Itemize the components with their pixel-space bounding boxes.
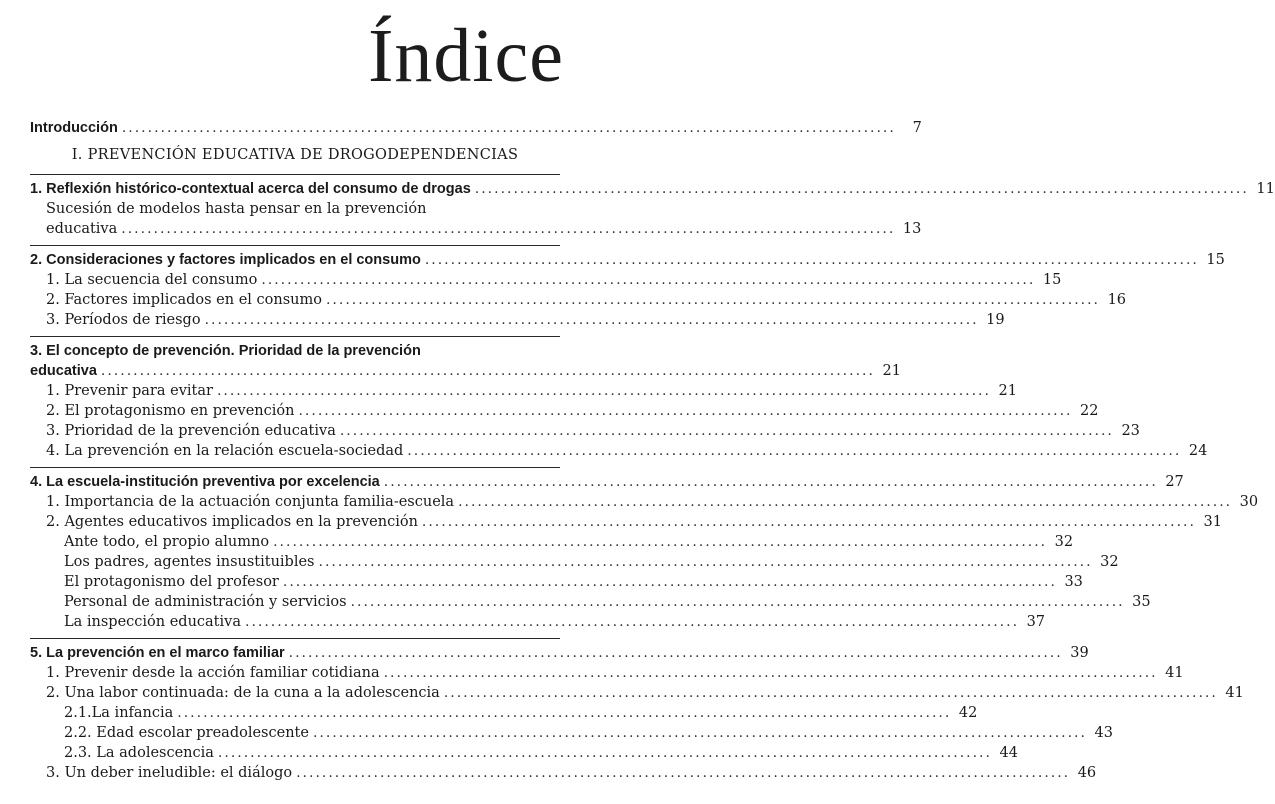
toc-entry-label: Sucesión de modelos hasta pensar en la prevención — [46, 201, 427, 217]
toc-entry — [30, 492, 1259, 512]
toc-entry-label: Introducción — [30, 120, 118, 136]
dot-leader: ........................................................................................................................ — [282, 574, 1057, 590]
toc-page-number: 41 — [1225, 685, 1244, 701]
toc-page-number: 32 — [1100, 554, 1119, 570]
dot-leader: ........................................................................................................................ — [421, 514, 1196, 530]
toc-entry — [30, 310, 1005, 330]
toc-chapter-title: 5. La prevención en el marco familiar — [30, 645, 285, 661]
dot-leader: ........................................................................................................................ — [204, 312, 979, 328]
toc-entry-label: 3. Un deber ineludible: el diálogo — [46, 765, 293, 781]
toc-entry — [30, 290, 1127, 310]
toc-entry-label: 3. Prioridad de la prevención educativa — [46, 423, 336, 439]
toc-entry-label: 1. Prevenir para evitar — [46, 383, 213, 399]
toc-entry — [30, 663, 1184, 683]
toc-subentry — [30, 723, 1113, 743]
dot-leader: ........................................................................................................................ — [298, 403, 1073, 419]
toc-page-number: 16 — [1107, 292, 1127, 308]
toc-subentry — [30, 532, 1074, 552]
toc-page-number: 19 — [986, 312, 1005, 328]
toc-entry-label: 1. La secuencia del consumo — [46, 272, 258, 288]
dot-leader: ........................................................................................................................ — [383, 665, 1158, 681]
toc-entry-label: 2. Una labor continuada: de la cuna a la adolescencia — [46, 685, 440, 701]
toc-page-number: 22 — [1080, 403, 1099, 419]
divider — [30, 336, 560, 337]
toc-page-number: 44 — [999, 745, 1018, 761]
divider — [30, 174, 560, 175]
toc-entry — [30, 401, 1099, 421]
toc-entry — [30, 763, 1097, 783]
toc-page-number: 11 — [1256, 181, 1275, 197]
toc-entry — [30, 381, 1017, 401]
toc-chapter-3-cont — [30, 361, 901, 381]
toc-entry — [30, 219, 922, 239]
toc-entry-introduccion — [30, 118, 922, 138]
toc-entry — [30, 512, 1222, 532]
toc-page-number: 21 — [998, 383, 1017, 399]
dot-leader: ........................................................................................................................ — [273, 534, 1048, 550]
toc-entry-label: La inspección educativa — [64, 614, 241, 630]
toc-chapter-1 — [30, 179, 1275, 199]
dot-leader: ........................................................................................................................ — [443, 685, 1218, 701]
toc-page-number: 24 — [1188, 443, 1208, 459]
toc-entry-label: Ante todo, el propio alumno — [64, 534, 270, 550]
toc-chapter-title: 1. Reflexión histórico-contextual acerca del consumo de drogas — [30, 181, 471, 197]
dot-leader: ........................................................................................................................ — [474, 181, 1249, 197]
toc-entry-label: 2. Factores implicados en el consumo — [46, 292, 322, 308]
toc-entry-label: 2. El protagonismo en prevención — [46, 403, 295, 419]
toc-page-number: 43 — [1094, 725, 1113, 741]
page-title: Índice — [368, 14, 564, 98]
toc-subentry — [30, 592, 1151, 612]
toc-chapter-2 — [30, 250, 1225, 270]
table-of-contents — [30, 118, 1275, 783]
toc-page-number: 41 — [1165, 665, 1184, 681]
dot-leader: ........................................................................................................................ — [350, 594, 1125, 610]
divider — [30, 467, 560, 468]
toc-page-number: 27 — [1165, 474, 1184, 490]
dot-leader: ........................................................................................................................ — [424, 252, 1199, 268]
toc-chapter-title: educativa — [30, 363, 97, 379]
toc-entry-label: 1. Prevenir desde la acción familiar cotidiana — [46, 665, 380, 681]
toc-page-number: 37 — [1026, 614, 1046, 630]
toc-entry-label: 3. Períodos de riesgo — [46, 312, 201, 328]
toc-entry-label: 2.2. Edad escolar preadolescente — [64, 725, 309, 741]
dot-leader: ........................................................................................................................ — [245, 614, 1020, 630]
toc-chapter-title: 4. La escuela-institución preventiva por excelencia — [30, 474, 380, 490]
toc-page-number: 35 — [1132, 594, 1151, 610]
toc-page-number: 46 — [1077, 765, 1097, 781]
dot-leader: ........................................................................................................................ — [121, 120, 896, 136]
dot-leader: ........................................................................................................................ — [407, 443, 1182, 459]
part-title: I. PREVENCIÓN EDUCATIVA DE DROGODEPENDENCIAS — [71, 147, 519, 163]
dot-leader: ........................................................................................................................ — [288, 645, 1063, 661]
dot-leader: ........................................................................................................................ — [318, 554, 1093, 570]
toc-entry-label: Personal de administración y servicios — [64, 594, 347, 610]
toc-entry-label: 2. Agentes educativos implicados en la prevención — [46, 514, 418, 530]
divider — [30, 638, 560, 639]
toc-subentry — [30, 703, 978, 723]
toc-chapter-title: 2. Consideraciones y factores implicados en el consumo — [30, 252, 421, 268]
toc-subentry — [30, 743, 1018, 763]
toc-entry — [30, 441, 1208, 461]
toc-chapter-4 — [30, 472, 1184, 492]
toc-page-number: 39 — [1070, 645, 1089, 661]
toc-page-number: 23 — [1121, 423, 1140, 439]
dot-leader: ........................................................................................................................ — [261, 272, 1036, 288]
dot-leader: ........................................................................................................................ — [121, 221, 896, 237]
toc-entry-label: Los padres, agentes insustituibles — [64, 554, 315, 570]
toc-entry — [30, 270, 1062, 290]
toc-chapter-title: 3. El concepto de prevención. Prioridad de la prevención — [30, 343, 421, 359]
dot-leader: ........................................................................................................................ — [177, 705, 952, 721]
toc-page-number: 15 — [1206, 252, 1225, 268]
toc-page-number: 7 — [912, 120, 922, 136]
toc-chapter-5 — [30, 643, 1089, 663]
dot-leader: ........................................................................................................................ — [383, 474, 1158, 490]
toc-entry — [30, 421, 1140, 441]
dot-leader: ........................................................................................................................ — [325, 292, 1101, 308]
toc-entry — [30, 199, 560, 219]
toc-entry — [30, 683, 1244, 703]
toc-entry-label: 2.3. La adolescencia — [64, 745, 214, 761]
divider — [30, 245, 560, 246]
toc-entry-label: 2.1.La infancia — [64, 705, 174, 721]
toc-entry-label: educativa — [46, 221, 118, 237]
dot-leader: ........................................................................................................................ — [100, 363, 875, 379]
toc-entry-label: 4. La prevención en la relación escuela-sociedad — [46, 443, 404, 459]
toc-page-number: 30 — [1239, 494, 1259, 510]
dot-leader: ........................................................................................................................ — [296, 765, 1071, 781]
toc-subentry — [30, 552, 1119, 572]
dot-leader: ........................................................................................................................ — [458, 494, 1233, 510]
dot-leader: ........................................................................................................................ — [312, 725, 1087, 741]
toc-entry-label: El protagonismo del profesor — [64, 574, 279, 590]
toc-page-number: 32 — [1054, 534, 1074, 550]
toc-page-number: 21 — [882, 363, 901, 379]
toc-subentry — [30, 612, 1046, 632]
toc-subentry — [30, 572, 1083, 592]
toc-entry-label: 1. Importancia de la actuación conjunta familia-escuela — [46, 494, 455, 510]
toc-page-number: 15 — [1042, 272, 1062, 288]
toc-page-number: 31 — [1203, 514, 1222, 530]
toc-page-number: 13 — [902, 221, 922, 237]
toc-page-number: 42 — [958, 705, 978, 721]
toc-page-number: 33 — [1064, 574, 1083, 590]
dot-leader: ........................................................................................................................ — [217, 745, 992, 761]
toc-chapter-3 — [30, 341, 560, 361]
dot-leader: ........................................................................................................................ — [339, 423, 1114, 439]
dot-leader: ........................................................................................................................ — [216, 383, 991, 399]
